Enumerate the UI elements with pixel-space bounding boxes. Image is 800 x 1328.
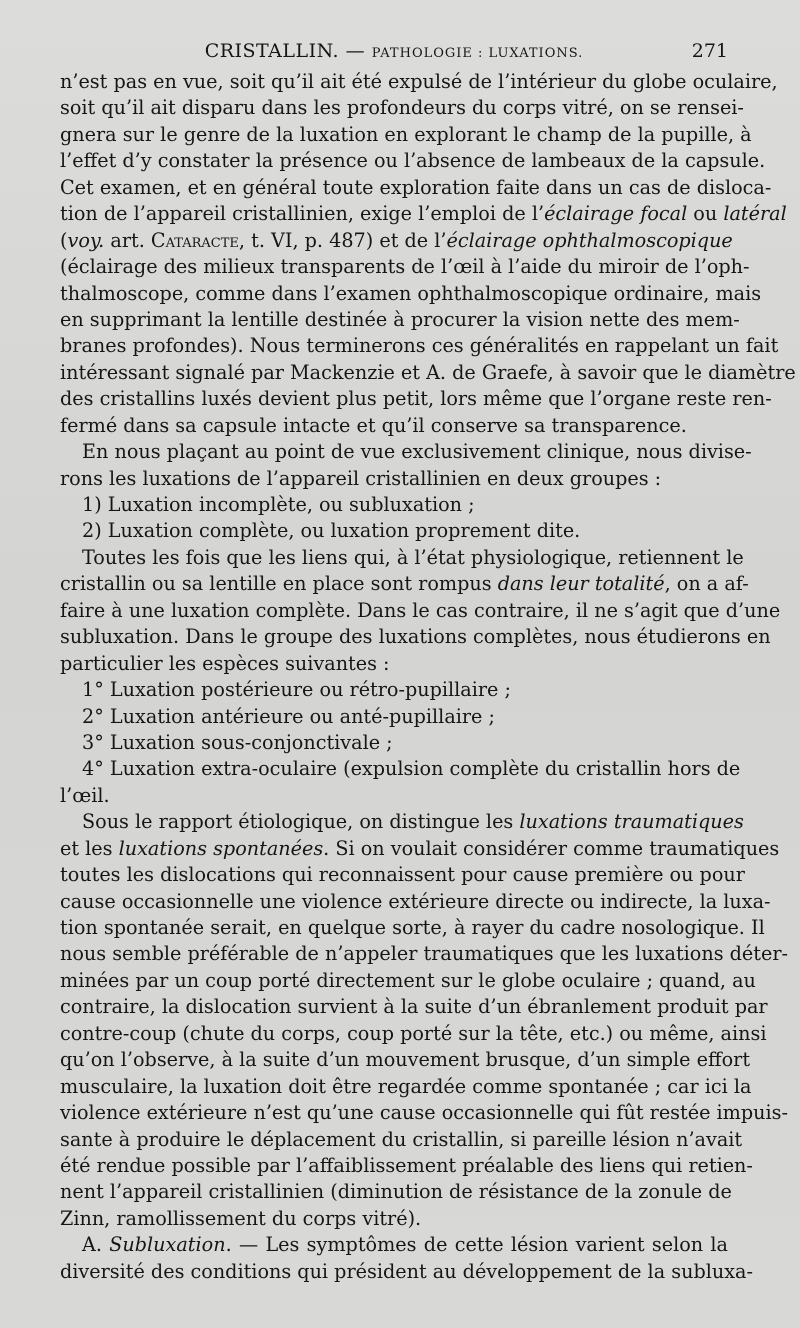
header-subtitle: PATHOLOGIE : LUXATIONS. (371, 46, 584, 61)
text-line: tion spontanée serait, en quelque sorte, à rayer du cadre nosologique. Il (60, 916, 765, 939)
text-span: et les (60, 836, 119, 860)
text-line: soit qu’il ait disparu dans les profondeurs du corps vitré, on se rensei- (60, 96, 744, 120)
italic-term: éclairage focal (544, 202, 688, 226)
text-line: cause occasionnelle une violence extérieure directe ou indirecte, la luxa- (60, 889, 771, 913)
text-span: Sous le rapport étiologique, on distingue les (82, 810, 520, 834)
text-span: . — Les symptômes de cette lésion varient selon la (225, 1233, 728, 1257)
list-item: 1° Luxation postérieure ou rétro-pupillaire ; (82, 678, 511, 702)
italic-term: luxations traumatiques (519, 810, 744, 834)
list-item: 3° Luxation sous-conjonctivale ; (82, 730, 393, 754)
running-title (60, 40, 728, 62)
page-number: 271 (691, 40, 728, 62)
text-line: intéressant signalé par Mackenzie et A. de Graefe, à savoir que le diamètre (60, 360, 796, 384)
text-line: Cet examen, et en général toute exploration faite dans un cas de disloca- (60, 175, 772, 199)
text-span: cristallin ou sa lentille en place sont rompus (60, 572, 498, 596)
text-line: nous semble préférable de n’appeler traumatiques que les luxations déter- (60, 942, 789, 966)
text-line: violence extérieure n’est qu’une cause occasionnelle qui fût restée impuis- (60, 1101, 788, 1125)
text-span: A. (82, 1233, 110, 1257)
text-line: l’effet d’y constater la présence ou l’absence de lambeaux de la capsule. (60, 149, 766, 173)
text-line: l’œil. (60, 783, 110, 807)
text-line: (éclairage des milieux transparents de l’œil à l’aide du miroir de l’oph- (60, 255, 750, 279)
running-header (60, 38, 728, 68)
text-span: art. (104, 228, 151, 252)
text-line: Toutes les fois que les liens qui, à l’état physiologique, retiennent le (82, 545, 744, 569)
header-main-title: CRISTALLIN. (204, 40, 340, 62)
text-line: Zinn, ramollissement du corps vitré). (60, 1206, 422, 1230)
italic-term: luxations spontanées (118, 836, 324, 860)
text-line: musculaire, la luxation doit être regardée comme spontanée ; car ici la (60, 1074, 752, 1098)
text-line: (voy. art. Cataracte, t. VI, p. 487) et de l’éclairage ophthalmoscopique (60, 228, 733, 252)
text-line (60, 571, 749, 597)
text-line: des cristallins luxés devient plus petit, lors même que l’organe reste ren- (60, 387, 772, 411)
text-span: , t. VI, p. 487) et de l’ (238, 228, 447, 252)
text-line: été rendue possible par l’affaiblissement préalable des liens qui retien- (60, 1153, 753, 1177)
text-line: contre-coup (chute du corps, coup porté sur la tête, etc.) ou même, ainsi (60, 1021, 767, 1045)
small-caps-term: Cataracte (150, 228, 239, 252)
list-item: 1) Luxation incomplète, ou subluxation ; (82, 493, 475, 516)
text-line: rons les luxations de l’appareil cristallinien en deux groupes : (60, 466, 662, 490)
italic-term: latéral (723, 202, 787, 226)
italic-term: éclairage ophthalmoscopique (446, 228, 733, 252)
italic-term: dans leur totalité (497, 572, 665, 596)
text-line: particulier les espèces suivantes : (60, 651, 390, 675)
list-item: 2) Luxation complète, ou luxation proprement dite. (82, 519, 581, 543)
text-line: gnera sur le genre de la luxation en explorant le champ de la pupille, à (60, 122, 752, 146)
header-dash: — (345, 40, 366, 62)
section-heading-line (60, 1232, 728, 1258)
text-line: faire à une luxation complète. Dans le cas contraire, il ne s’agit que d’une (60, 598, 781, 622)
text-span: . Si on voulait considérer comme traumatiques (323, 836, 780, 860)
text-line: qu’on l’observe, à la suite d’un mouvement brusque, d’un simple effort (60, 1048, 751, 1072)
text-line: n’est pas en vue, soit qu’il ait été expulsé de l’intérieur du globe oculaire, (60, 70, 778, 93)
text-span: , on a af- (664, 572, 749, 596)
italic-term: voy. (67, 228, 105, 252)
text-line: thalmoscope, comme dans l’examen ophthalmoscopique ordinaire, mais (60, 281, 762, 305)
text-line: nent l’appareil cristallinien (diminution de résistance de la zonule de (60, 1180, 732, 1204)
text-line: fermé dans sa capsule intacte et qu’il conserve sa transparence. (60, 413, 687, 437)
text-line: minées par un coup porté directement sur le globe oculaire ; quand, au (60, 968, 756, 992)
text-line: diversité des conditions qui président au développement de la subluxa- (60, 1259, 753, 1283)
text-line: en supprimant la lentille destinée à procurer la vision nette des mem- (60, 307, 740, 331)
text-line (60, 809, 744, 835)
text-line: toutes les dislocations qui reconnaissent pour cause première ou pour (60, 863, 745, 887)
text-span: ou (687, 202, 724, 226)
page-body-text (60, 69, 796, 1285)
text-line: En nous plaçant au point de vue exclusivement clinique, nous divise- (82, 440, 752, 464)
list-item: 2° Luxation antérieure ou anté-pupillaire ; (82, 704, 495, 728)
list-item: 4° Luxation extra-oculaire (expulsion complète du cristallin hors de (82, 757, 741, 781)
text-line (60, 201, 787, 227)
text-line: sante à produire le déplacement du cristallin, si pareille lésion n’avait (60, 1127, 743, 1151)
text-span: tion de l’appareil cristallinien, exige l’emploi de l’ (60, 202, 545, 226)
text-line: contraire, la dislocation survient à la suite d’un ébranlement produit par (60, 995, 768, 1019)
text-line: branes profondes). Nous terminerons ces généralités en rappelant un fait (60, 334, 779, 358)
section-title: Subluxation (109, 1233, 226, 1257)
text-line (60, 836, 780, 862)
text-line: subluxation. Dans le groupe des luxations complètes, nous étudierons en (60, 625, 771, 649)
